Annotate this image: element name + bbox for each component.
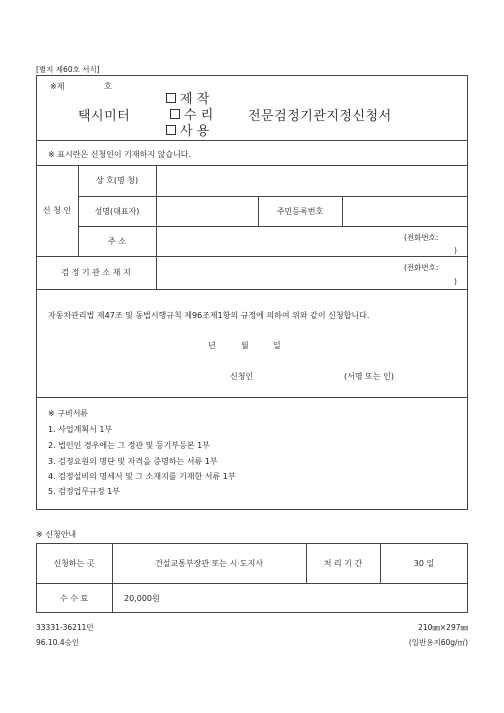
processing-period-value: 30 일 [413, 558, 435, 568]
title-left: 택시미터 [78, 109, 131, 124]
resident-number-label: 주민등록번호 [276, 206, 324, 216]
applicant-phone-close: ) [454, 246, 457, 255]
date-day-label: 일 [273, 341, 281, 350]
fee-value: 20,000원 [124, 593, 160, 603]
date-year-label: 년 [208, 341, 216, 350]
trade-name-label: 상 호(명 칭) [95, 176, 139, 185]
checkbox-icon[interactable] [166, 93, 176, 103]
trade-name-field[interactable] [156, 165, 468, 196]
footer-paper-size: 210㎜×297㎜ [418, 623, 468, 632]
institution-phone-close: ) [454, 277, 457, 286]
guide-title: ※ 신청안내 [36, 530, 77, 539]
address-label: 주 소 [108, 236, 126, 246]
checkbox-icon[interactable] [166, 125, 176, 135]
representative-label: 성명(대표자) [94, 206, 140, 216]
note-text: ※ 표시란은 신청인이 기재하지 않습니다. [48, 150, 192, 159]
option-use[interactable] [166, 120, 209, 139]
option-repair-label: 수 리 [184, 108, 214, 123]
institution-location-label: 검 정 기 관 소 재 지 [61, 268, 131, 277]
institution-phone-label: (전화번호: [404, 263, 439, 272]
signature-applicant-label: 신청인 [230, 372, 254, 381]
processing-period-label: 처 리 기 간 [323, 558, 363, 568]
statement-text: 자동차관리법 제47조 및 동법시행규칙 제96조제1항의 규정에 의하여 위와 같이 신청합니다. [48, 311, 370, 320]
option-manufacture-label: 제 작 [180, 92, 210, 107]
document-item: 2. 법인인 경우에는 그 정관 및 등기부등본 1부 [48, 441, 210, 450]
option-use-label: 사 용 [180, 124, 210, 139]
footer-approved: 96.10.4승인 [36, 638, 80, 647]
receipt-number-label: ※제 [50, 82, 65, 91]
document-item: 4. 검정설비의 명세서 및 그 소재지를 기재한 서류 1부 [48, 472, 236, 481]
footer-paper-type: (일반용지60g/㎡) [408, 638, 468, 647]
applicant-phone-label: (전화번호: [404, 233, 439, 242]
document-item: 5. 검정업무규정 1부 [48, 487, 120, 496]
document-item: 1. 사업계획서 1부 [48, 425, 113, 434]
representative-field[interactable] [156, 196, 258, 226]
documents-title: ※ 구비서류 [48, 409, 89, 418]
applicant-group-label: 신 청 인 [42, 206, 72, 215]
fee-label: 수 수 료 [59, 593, 89, 603]
receipt-number-suffix: 호 [104, 82, 112, 91]
office-value: 건설교통부장관 또는 시·도지사 [154, 558, 264, 568]
signature-label: (서명 또는 인) [344, 372, 394, 381]
footer-code: 33331-36211민 [36, 623, 94, 632]
resident-number-field[interactable] [342, 196, 468, 226]
checkbox-icon[interactable] [170, 109, 180, 119]
form-code: [별지 제60호 서식] [36, 65, 100, 74]
document-item: 3. 검정요원의 명단 및 자격을 증명하는 서류 1부 [48, 457, 218, 466]
office-label: 신청하는 곳 [53, 558, 95, 568]
title-right: 전문검정기관지정신청서 [248, 109, 392, 124]
date-month-label: 월 [241, 341, 249, 350]
